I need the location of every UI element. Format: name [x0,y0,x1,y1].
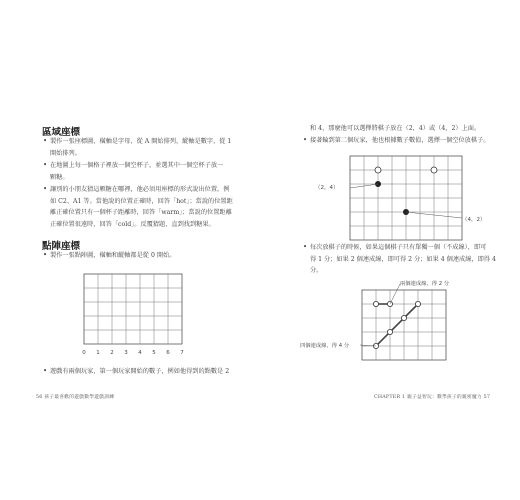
x-tick-label: 7 [180,350,184,356]
placement-grid-figure [295,148,495,248]
empty-piece-icon [375,167,381,173]
empty-piece-icon [401,315,406,320]
bullet-line: 遊戲有兩個玩家，第一個玩家開始的數子，例如他得到的點數是 2 [50,368,230,375]
callout-two-in-line: 兩個連成線，得 2 分 [400,281,450,287]
coordinate-label: （2，4） [315,185,339,191]
list-item [43,160,240,183]
bullet-icon: • [303,136,308,144]
list-item [303,135,510,147]
bullet-line: 製作一張點陣圖，橫軸和縱軸都是從 0 開始。 [50,252,176,259]
empty-piece-icon [373,301,378,306]
bullet-line: 每次放棋子的時候，如果這個棋子只有單獨一個（不成線），即可 [310,244,487,251]
bullet-line: 如 C2、A1 等。當他說的位置正確時，回答「hot」；當說的位置距 [50,197,233,205]
x-tick-label: 6 [166,350,170,356]
continuation-text: 和 4，那麼他可以選擇將棋子放在（2，4）或（4，2）上面。 [310,125,481,132]
section-title-area-coordinates: 區域座標 [42,127,81,138]
list-item [43,136,240,159]
bullet-line: 分。 [310,267,323,275]
bullet-icon: • [303,243,308,251]
x-tick-label: 1 [96,350,100,356]
empty-piece-icon [387,329,392,334]
list-item [43,250,240,262]
bullet-line: 製作一張座標圖，橫軸是字母，從 A 開始排列，縱軸是數字，從 1 [50,138,232,145]
bullet-line: 得 1 分；如果 2 個連成線，即可得 2 分；如果 4 個連成線，即得 4 [310,255,496,263]
bullet-icon: • [43,161,48,169]
bullet-icon: • [43,367,48,375]
empty-piece-icon [415,301,420,306]
list-item [43,366,245,378]
dot-grid-figure [60,268,190,364]
bullet-line: 正確位置很遠時，回答「cold」。反覆猜題，直到找到糖果。 [50,220,215,228]
section-title-dot-coordinates: 點陣座標 [42,241,81,252]
bullet-line: 在地圖上每一個格子裡放一個空杯子，並選其中一個空杯子放一 [50,162,224,169]
empty-piece-icon [431,167,437,173]
callout-four-in-line: 四個連成線，得 4 分 [300,343,350,349]
grid-border [84,274,182,344]
x-tick-label: 0 [82,350,86,356]
x-tick-label: 3 [124,350,128,356]
bullet-icon: • [43,251,48,259]
x-tick-label: 4 [138,350,142,356]
bullet-line: 離正確位置只有一個杯子距離時，回答「warm」；當說的位置距離 [50,209,232,217]
coordinate-label: （4，2） [462,217,486,223]
bullet-icon: • [43,185,48,193]
bullet-line: 讓別的小朋友猜這顆糖在哪裡，他必須用座標的形式說出位置，例 [50,186,230,193]
list-item [43,184,240,230]
bullet-line: 顆糖。 [50,173,69,181]
bullet-icon: • [43,137,48,145]
bullet-line: 開始排列。 [50,149,81,157]
x-tick-label: 5 [152,350,156,356]
line-scoring-figure [290,278,510,368]
list-item [303,242,510,277]
right-page [260,0,520,500]
bullet-line: 接著輪到第二個玩家，他也根據數子數值，選擇一個空位放棋子。 [310,137,490,144]
x-tick-label: 2 [110,350,114,356]
page-footer-right: CHAPTER 1 親子益智玩：數學孩子的親密魔力 57 [374,395,491,400]
page-footer-left: 56 孩子最喜歡的遊戲數學遊戲訓練 [36,395,115,400]
